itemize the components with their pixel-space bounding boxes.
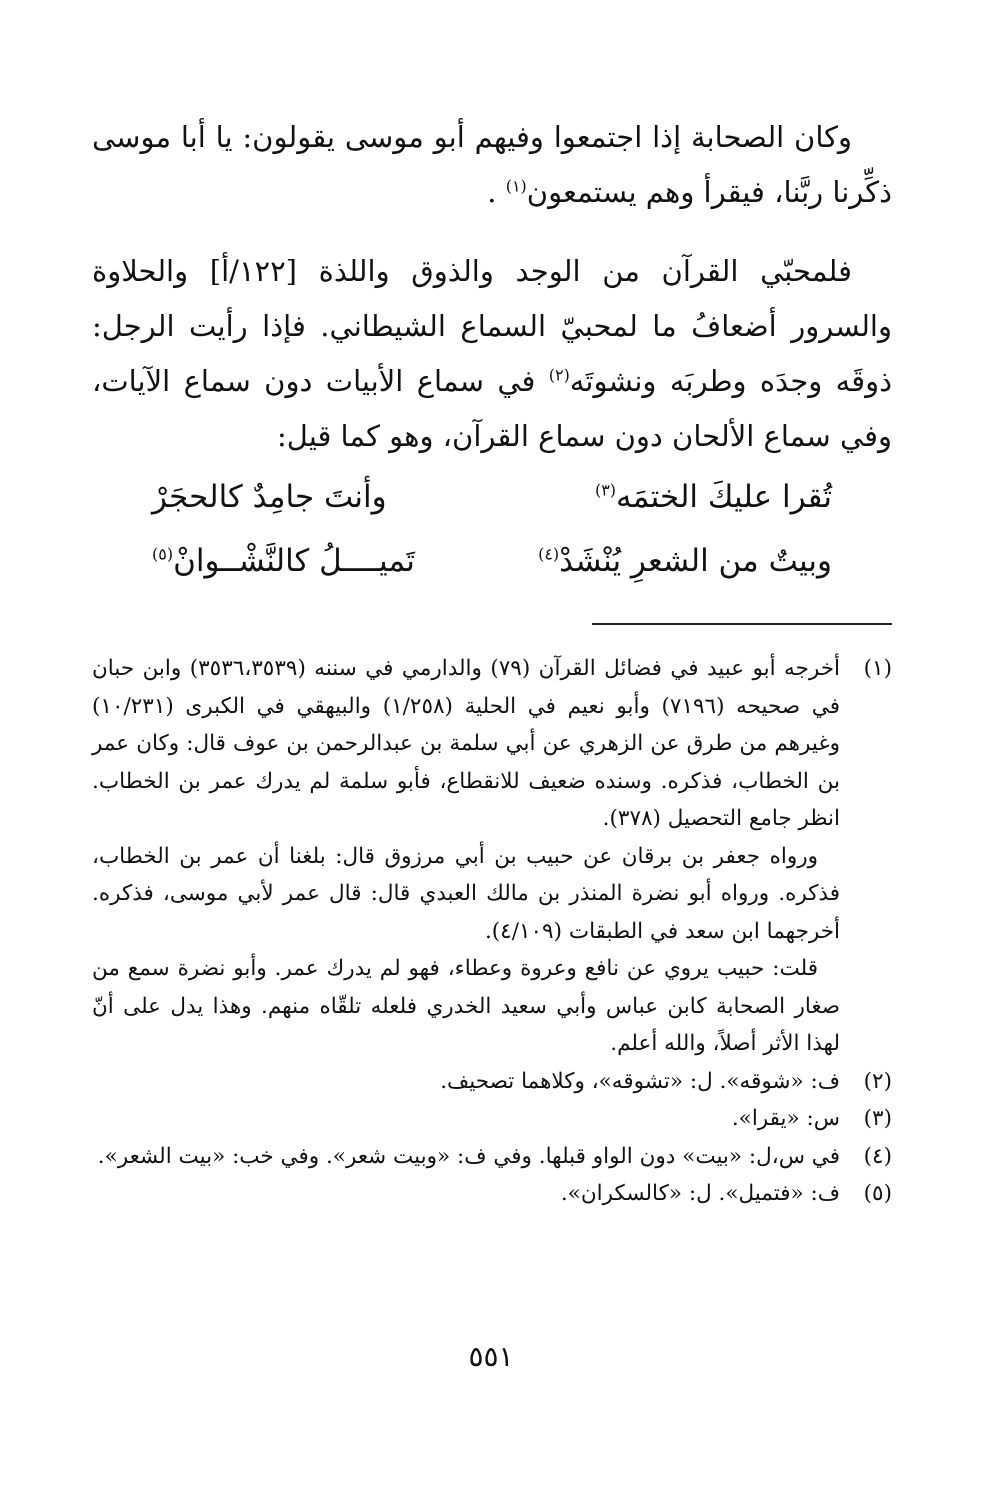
footnote-2	[92, 1063, 892, 1101]
footnote-3	[92, 1100, 892, 1138]
paragraph-2-text: فلمحبّي القرآن من الوجد والذوق واللذة [١٢٢/أ] والحلاوة والسرور أضعافُ ما لمحبيّ السماع الشيطاني. فإذا رأيت الرجل: ذوقَه وجدَه وطربَه ونشوتَه	[92, 254, 893, 398]
main-text	[92, 110, 892, 488]
footnote-1	[92, 650, 892, 1063]
footnote-5	[92, 1175, 892, 1213]
footnote-body	[92, 1100, 840, 1138]
footnote-2-text: ف: «شوقه». ل: «تشوقه»، وكلاهما تصحيف.	[440, 1068, 840, 1094]
footnote-ref-1: (١)	[505, 176, 527, 196]
footnote-number: (٥)	[863, 1181, 892, 1206]
footnote-body	[92, 1063, 840, 1101]
footnote-ref-2: (٢)	[548, 365, 570, 385]
footnote-body	[92, 650, 840, 1063]
footnote-4	[92, 1138, 892, 1176]
footnote-number: (٢)	[863, 1068, 892, 1094]
footnote-body	[92, 1138, 840, 1176]
footnote-number: (٣)	[863, 1106, 892, 1131]
footnote-3-text: س: «يقرا».	[731, 1106, 840, 1131]
page-number: ٥٥١	[468, 1340, 514, 1373]
paragraph-1	[92, 110, 892, 220]
footnote-5-text: ف: «فتميل». ل: «كالسكران».	[560, 1181, 840, 1206]
footnotes	[92, 650, 892, 1213]
poetry-verses	[152, 465, 832, 593]
footnote-number: (١)	[863, 656, 892, 681]
verse-line-1	[152, 465, 832, 529]
footnote-separator	[592, 623, 892, 625]
verse-line-2	[152, 529, 832, 593]
verse-1-first-hemistich: تُقرا عليكَ الختمَه$^{(٣)}$	[594, 479, 832, 515]
paragraph-1-end: .	[487, 175, 497, 209]
footnote-ref-5: (٥)	[152, 544, 174, 564]
verse-2-second-hemistich: تَميــــلُ كالنَّشْــوانْ$^{(٥)}$	[152, 543, 415, 579]
verse-1-second-hemistich: وأنتَ جامِدٌ كالحجَرْ	[152, 479, 387, 515]
paragraph-2-continuation: في سماع الأبيات دون سماع الآيات، وفي سماع الألحان دون سماع القرآن، وهو كما قيل:	[92, 364, 892, 453]
footnote-number: (٤)	[863, 1143, 892, 1169]
footnote-1-paragraph-1: أخرجه أبو عبيد في فضائل القرآن (٧٩) والدارمي في سننه (٣٥٣٦،٣٥٣٩) وابن حبان في صحيحه (٧١٩٦) وأبو نعيم في الحلية (١/٢٥٨) والبيهقي في الكبرى (١٠/٢٣١) وغيرهم من طرق عن الزهري عن أبي سلمة بن عبدالرحمن بن عوف قال: وكان عمر بن الخطاب، فذكره. وسنده ضعيف للانقطاع، فأبو سلمة لم يدرك عمر بن الخطاب. انظر جامع التحصيل (٣٧٨).	[92, 656, 840, 831]
footnote-body	[92, 1175, 840, 1213]
footnote-1-paragraph-2: ورواه جعفر بن برقان عن حبيب بن أبي مرزوق قال: بلغنا أن عمر بن الخطاب، فذكره. ورواه أبو نضرة المنذر بن مالك العبدي قال: قال عمر لأبي موسى، فذكره. أخرجهما ابن سعد في الطبقات (٤/١٠٩).	[92, 843, 840, 944]
paragraph-1-text: وكان الصحابة إذا اجتمعوا وفيهم أبو موسى يقولون: يا أبا موسى ذكِّرنا ربَّنا، فيقرأ وهم يستمعون	[92, 120, 892, 209]
verse-2-first-hemistich: وبيتٌ من الشعرِ يُنْشَدْ$^{(٤)}$	[538, 543, 832, 579]
footnote-ref-4: (٤)	[538, 544, 560, 564]
footnote-ref-3: (٣)	[594, 480, 617, 500]
footnote-1-paragraph-3: قلت: حبيب يروي عن نافع وعروة وعطاء، فهو لم يدرك عمر. وأبو نضرة سمع من صغار الصحابة كابن عباس وأبي سعيد الخدري فلعله تلقّاه منهم. وهذا يدل على أنّ لهذا الأثر أصلاً، والله أعلم.	[92, 956, 840, 1056]
footnote-4-text: في س،ل: «بيت» دون الواو قبلها. وفي ف: «وبيت شعر». وفي خب: «بيت الشعر».	[97, 1143, 840, 1169]
paragraph-2	[92, 244, 892, 464]
